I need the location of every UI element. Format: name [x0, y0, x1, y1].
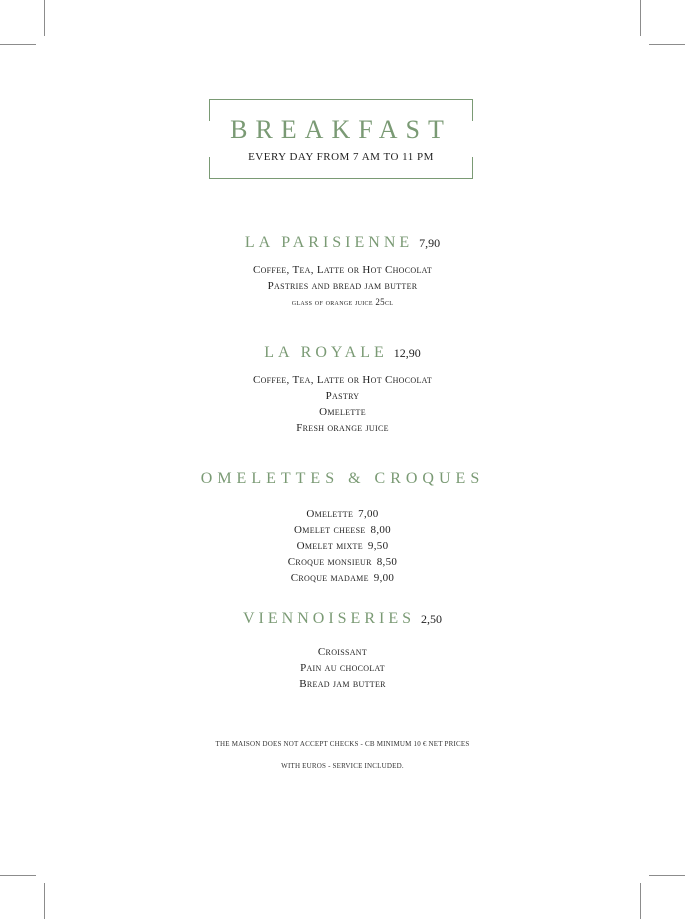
item-label: Omelet mixte [296, 540, 363, 552]
list-item [0, 522, 685, 538]
section-heading [0, 470, 685, 488]
item-list [0, 262, 685, 310]
item-price: 9,50 [367, 540, 389, 552]
list-item: Pastry [325, 390, 360, 402]
section-omelettes-croques [0, 470, 685, 586]
menu-title: BREAKFAST [230, 115, 452, 144]
footer-note-line-1: THE MAISON DOES NOT ACCEPT CHECKS - CB MINIMUM 10 € NET PRICES [215, 740, 470, 748]
section-price: 2,50 [421, 612, 442, 626]
crop-mark-bottom-left-h [0, 875, 36, 876]
list-item: Omelette [319, 406, 366, 418]
item-label: Omelette [306, 508, 354, 520]
item-price: 9,00 [373, 572, 395, 584]
section-heading [0, 234, 685, 252]
item-price: 7,00 [358, 508, 379, 520]
item-list [0, 372, 685, 436]
section-heading [0, 344, 685, 362]
section-name: LA ROYALE [264, 344, 388, 361]
list-item: Fresh orange juice [296, 422, 389, 434]
list-item [0, 538, 685, 554]
list-item: Croissant [317, 646, 368, 658]
section-name: VIENNOISERIES [243, 610, 415, 627]
list-item: glass of orange juice 25cl [291, 297, 394, 307]
list-item: Coffee, Tea, Latte or Hot Chocolat [252, 264, 433, 276]
list-item: Pastries and bread jam butter [267, 280, 418, 292]
crop-mark-top-left-v [44, 0, 45, 36]
frame-bottom-line [209, 178, 473, 179]
section-la-parisienne [0, 234, 685, 310]
section-la-royale [0, 344, 685, 436]
section-price: 7,90 [419, 236, 441, 250]
item-label: Croque madame [290, 572, 369, 584]
menu-hours: EVERY DAY FROM 7 AM TO 11 PM [248, 151, 434, 163]
section-price: 12,90 [393, 346, 421, 360]
list-item [0, 570, 685, 586]
section-name: LA PARISIENNE [244, 234, 414, 251]
item-label: Omelet cheese [294, 524, 366, 536]
crop-mark-top-right-h [649, 44, 685, 45]
frame-top-line [209, 99, 473, 100]
footer-note-line-2: WITH EUROS - SERVICE INCLUDED. [281, 762, 404, 770]
list-item [0, 506, 685, 522]
crop-mark-bottom-right-v [640, 883, 641, 919]
crop-mark-top-right-v [640, 0, 641, 36]
item-price: 8,50 [376, 556, 398, 568]
title-frame [209, 99, 473, 179]
crop-mark-top-left-h [0, 44, 36, 45]
crop-mark-bottom-left-v [44, 883, 45, 919]
item-label: Croque monsieur [287, 556, 372, 568]
list-item [0, 554, 685, 570]
item-price: 8,00 [370, 524, 391, 536]
section-heading [0, 610, 685, 628]
list-item: Coffee, Tea, Latte or Hot Chocolat [252, 374, 433, 386]
list-item: Bread jam butter [299, 678, 386, 690]
crop-mark-bottom-right-h [649, 875, 685, 876]
section-viennoiseries [0, 610, 685, 692]
section-name: OMELETTES & CROQUES [200, 470, 485, 487]
item-list [0, 644, 685, 692]
item-list [0, 506, 685, 586]
list-item: Pain au chocolat [300, 662, 385, 674]
